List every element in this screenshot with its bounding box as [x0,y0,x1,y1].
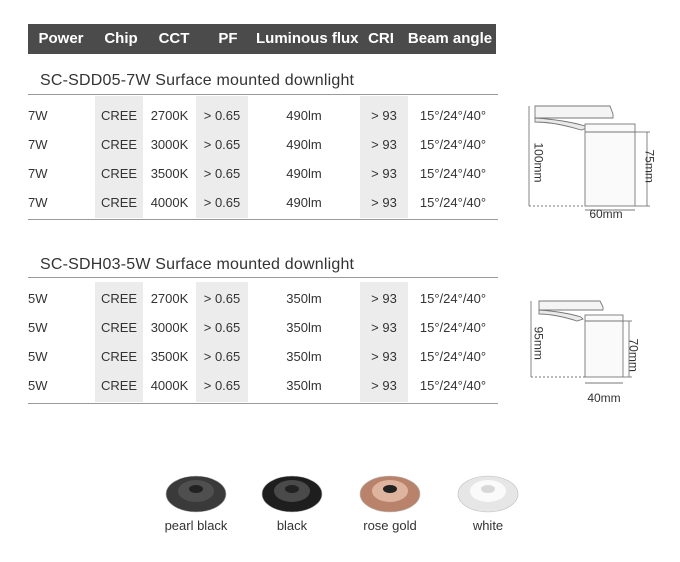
cell-pf: > 0.65 [203,195,241,210]
cell-flux: 350lm [286,378,322,393]
cell-power: 5W [28,378,48,393]
cell-cct: 3000K [150,320,189,335]
cell-pf: > 0.65 [203,166,241,181]
cell-beam: 15°/24°/40° [419,291,487,306]
finish-label: white [472,518,504,533]
cell-flux: 350lm [286,349,322,364]
cell-beam: 15°/24°/40° [419,108,487,123]
cell-power: 5W [28,349,48,364]
dim-height-total: 95mm [531,326,546,360]
section-title-sdd05: SC-SDD05-7W Surface mounted downlight [40,72,355,89]
cell-chip: CREE [100,108,138,123]
cell-cri: > 93 [371,137,397,152]
spec-table-header [28,24,496,54]
header-pf: PF [218,30,238,47]
cell-cct: 2700K [150,108,189,123]
cell-cct: 3000K [150,137,189,152]
header-luminous-flux: Luminous flux [256,30,359,47]
cell-flux: 490lm [286,108,322,123]
cell-chip: CREE [100,378,138,393]
section-rule [28,403,498,404]
cell-beam: 15°/24°/40° [419,195,487,210]
finish-swatch-pearl-black [164,474,228,514]
cell-chip: CREE [100,291,138,306]
cell-power: 7W [28,166,48,181]
cell-chip: CREE [100,320,138,335]
cell-flux: 350lm [286,320,322,335]
dim-width: 60mm [589,207,623,221]
cell-flux: 490lm [286,195,322,210]
dim-height-body: 75mm [642,149,657,183]
cell-cri: > 93 [371,195,397,210]
cell-beam: 15°/24°/40° [419,349,487,364]
cell-power: 7W [28,108,48,123]
cell-beam: 15°/24°/40° [419,378,487,393]
cell-beam: 15°/24°/40° [419,320,487,335]
dim-height-total: 100mm [531,142,546,183]
cell-cri: > 93 [371,166,397,181]
cell-cri: > 93 [371,349,397,364]
section-title-sdh03: SC-SDH03-5W Surface mounted downlight [40,256,355,273]
dim-width: 40mm [587,391,621,405]
header-power: Power [38,30,84,47]
cell-pf: > 0.65 [203,108,241,123]
cell-chip: CREE [100,195,138,210]
cell-cct: 4000K [150,378,189,393]
finish-label: black [276,518,308,533]
cell-power: 5W [28,320,48,335]
dim-height-body: 70mm [626,338,641,372]
cell-power: 7W [28,195,48,210]
cell-pf: > 0.65 [203,137,241,152]
header-cct: CCT [158,30,190,47]
cell-pf: > 0.65 [203,349,241,364]
cell-beam: 15°/24°/40° [419,166,487,181]
header-beam-angle: Beam angle [407,30,493,47]
cell-cct: 3500K [150,349,189,364]
finish-label: rose gold [363,518,417,533]
cell-cri: > 93 [371,378,397,393]
cell-pf: > 0.65 [203,320,241,335]
cell-power: 5W [28,291,48,306]
cell-cct: 3500K [150,166,189,181]
cell-chip: CREE [100,166,138,181]
cell-cri: > 93 [371,320,397,335]
section-rule [28,219,498,220]
cell-flux: 490lm [286,137,322,152]
cell-chip: CREE [100,349,138,364]
finish-swatch-rose-gold [358,474,422,514]
cell-chip: CREE [100,137,138,152]
cell-cri: > 93 [371,291,397,306]
cell-cri: > 93 [371,108,397,123]
finish-swatch-black [260,474,324,514]
cell-flux: 490lm [286,166,322,181]
cell-cct: 2700K [150,291,189,306]
header-chip: Chip [104,30,138,47]
section-rule [28,94,498,95]
section-rule [28,277,498,278]
cell-pf: > 0.65 [203,378,241,393]
finish-label: pearl black [164,518,228,533]
cell-power: 7W [28,137,48,152]
cell-beam: 15°/24°/40° [419,137,487,152]
header-cri: CRI [368,30,394,47]
cell-flux: 350lm [286,291,322,306]
cell-pf: > 0.65 [203,291,241,306]
cell-cct: 4000K [150,195,189,210]
finish-swatch-white [456,474,520,514]
